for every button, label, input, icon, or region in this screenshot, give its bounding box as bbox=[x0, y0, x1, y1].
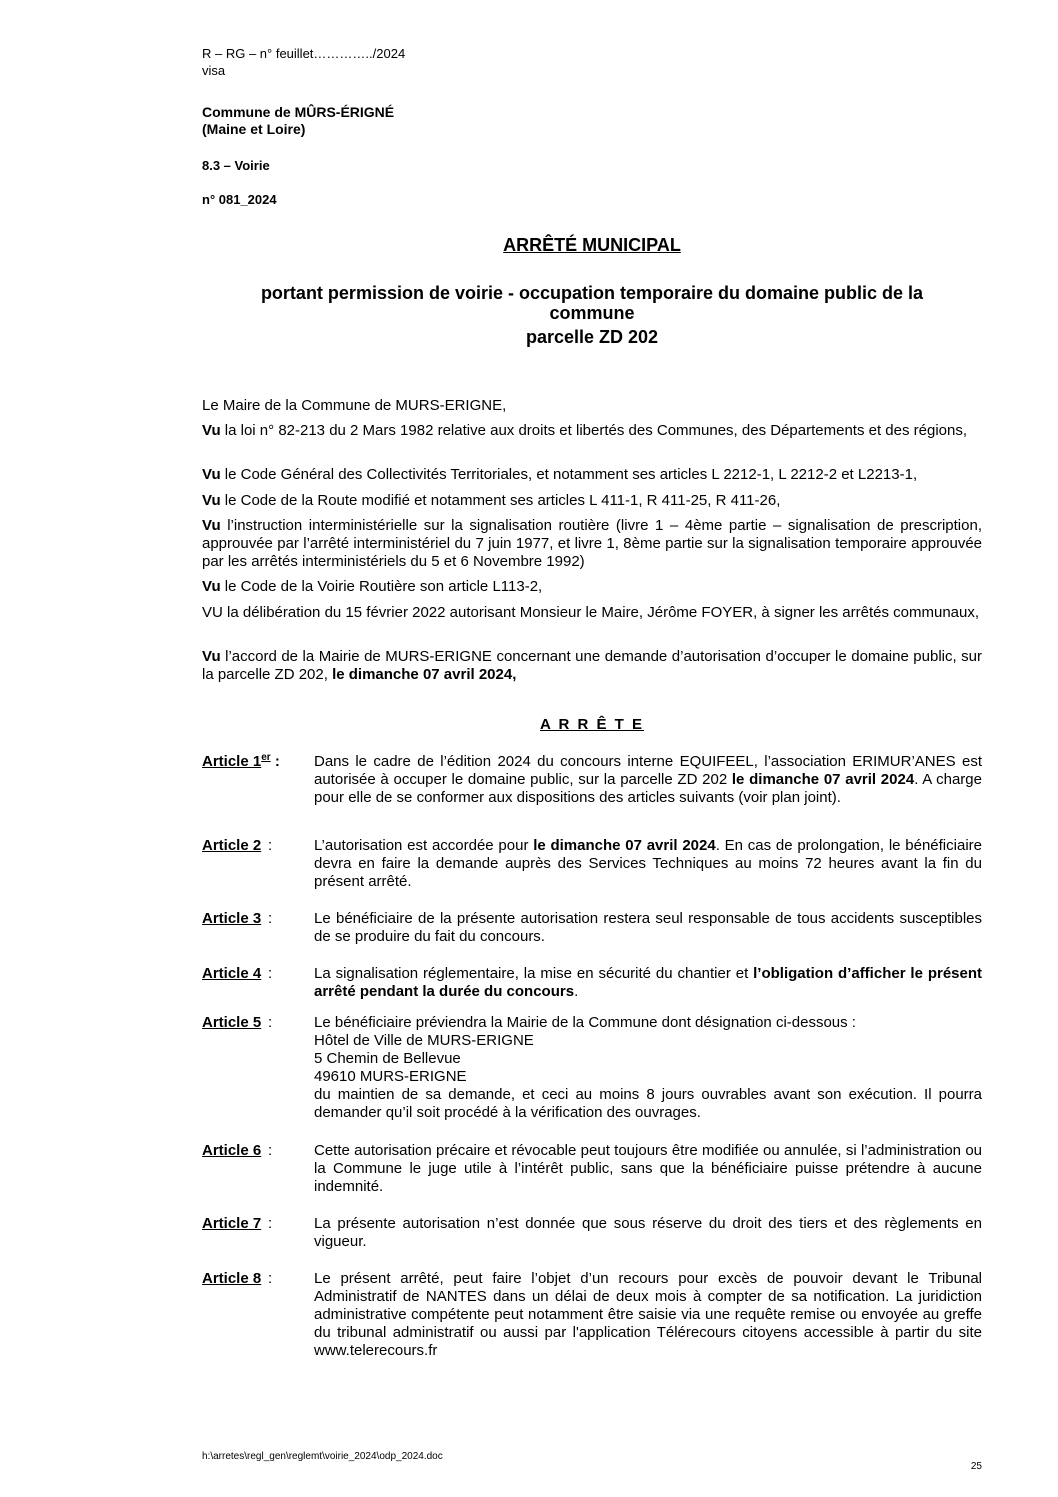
article-5-label: Article 5 bbox=[202, 1014, 262, 1031]
article-7-label: Article 7 bbox=[202, 1215, 262, 1232]
article-5-line-3: 5 Chemin de Bellevue bbox=[314, 1050, 461, 1067]
visa-label: visa bbox=[202, 63, 226, 78]
article-6-label: Article 6 bbox=[202, 1142, 262, 1159]
page-number: 25 bbox=[970, 1461, 982, 1472]
ref-line: R – RG – n° feuillet…………../2024 bbox=[202, 46, 406, 61]
vu-paragraph-5 bbox=[202, 578, 982, 596]
category-label: 8.3 – Voirie bbox=[202, 158, 270, 173]
article-3-colon: : bbox=[268, 910, 273, 927]
departement-name: (Maine et Loire) bbox=[202, 121, 306, 137]
article-3-text: Le bénéficiaire de la présente autorisation restera seul responsable de tous accidents susceptibles de se produire du fait du concours. bbox=[314, 910, 982, 945]
article-4-text: La signalisation réglementaire, la mise en sécurité du chantier et l’obligation d’afficher le présent arrêté pendant la durée du concours. bbox=[314, 965, 983, 1000]
file-path: h:\arretes\regl_gen\reglemt\voirie_2024\odp_2024.doc bbox=[202, 1451, 443, 1462]
vu-text: le Code de la Route modifié et notamment ses articles L 411-1, R 411-25, R 411-26, bbox=[220, 492, 781, 509]
article-2-label: Article 2 bbox=[202, 837, 262, 854]
vu-paragraph-3 bbox=[202, 492, 982, 510]
article-5-line-4: 49610 MURS-ERIGNE bbox=[314, 1068, 467, 1085]
vu-date: le dimanche 07 avril 2024, bbox=[332, 666, 517, 683]
vu-word: Vu bbox=[202, 648, 221, 665]
vu-text: la loi n° 82-213 du 2 Mars 1982 relative aux droits et libertés des Communes, des Départements et des régions, bbox=[220, 422, 968, 439]
article-1-text: Dans le cadre de l’édition 2024 du concours interne EQUIFEEL, l’association ERIMUR’ANES est autorisée à occuper le domaine public, sur la parcelle ZD 202 le dimanche 07 avril 2024. A charge pour elle de se conformer aux dispositions des articles suivants (voir plan joint). bbox=[314, 753, 982, 806]
article-3-label: Article 3 bbox=[202, 910, 262, 927]
article-5-line-5: du maintien de sa demande, et ceci au moins 8 jours ouvrables avant son exécution. Il pourra demander qu’il soit procédé à la vérification des ouvrages. bbox=[314, 1086, 982, 1121]
vu-paragraph-1 bbox=[202, 422, 982, 440]
subtitle-line-3: parcelle ZD 202 bbox=[525, 327, 659, 347]
page-title: ARRÊTÉ MUNICIPAL bbox=[503, 235, 681, 255]
article-6-text: Cette autorisation précaire et révocable peut toujours être modifiée ou annulée, si l’administration ou la Commune le juge utile à l’intérêt public, sans que la bénéficiaire puisse prétendre à aucune indemnité. bbox=[314, 1142, 982, 1195]
article-8-text: Le présent arrêté, peut faire l’objet d’un recours pour excès de pouvoir devant le Tribunal Administratif de NANTES dans un délai de deux mois à compter de sa notification. La juridiction administrative compétente peut notamment être saisie via une requête remise ou envoyée au greffe du tribunal administratif ou aussi par l'application Télérecours citoyens accessible à partir du site www.telerecours.fr bbox=[314, 1270, 982, 1359]
article-7-text: La présente autorisation n’est donnée que sous réserve du droit des tiers et des règlements en vigueur. bbox=[314, 1215, 982, 1250]
vu-word: Vu bbox=[202, 492, 221, 509]
article-5-line-1: Le bénéficiaire préviendra la Mairie de la Commune dont désignation ci-dessous : bbox=[314, 1014, 856, 1031]
article-5-line-2: Hôtel de Ville de MURS-ERIGNE bbox=[314, 1032, 534, 1049]
subtitle-line-2: commune bbox=[549, 303, 635, 323]
article-8-label: Article 8 bbox=[202, 1270, 262, 1287]
article-5-text bbox=[314, 1014, 982, 1122]
article-8-colon: : bbox=[268, 1270, 273, 1287]
article-2-colon: : bbox=[268, 837, 273, 854]
subtitle-line-1: portant permission de voirie - occupation temporaire du domaine public de la bbox=[260, 283, 924, 303]
vu-paragraph-2 bbox=[202, 466, 982, 484]
vu-paragraph-6: VU la délibération du 15 février 2022 autorisant Monsieur le Maire, Jérôme FOYER, à signer les arrêtés communaux, bbox=[202, 604, 980, 621]
article-2-text: L’autorisation est accordée pour le dimanche 07 avril 2024. En cas de prolongation, le bénéficiaire devra en faire la demande auprès des Services Techniques au moins 72 heures avant la fin du présent arrêté. bbox=[314, 837, 982, 890]
vu-word: Vu bbox=[202, 578, 221, 595]
vu-text: le Code de la Voirie Routière son article L113-2, bbox=[220, 578, 543, 595]
vu-text: le Code Général des Collectivités Territoriales, et notamment ses articles L 2212-1, L 2212-2 et L2213-1, bbox=[220, 466, 918, 483]
arrete-heading: A R R Ê T E bbox=[540, 716, 644, 733]
vu-paragraph-4 bbox=[202, 517, 982, 571]
vu-paragraph-7 bbox=[202, 648, 982, 684]
article-4-label: Article 4 bbox=[202, 965, 262, 982]
article-7-colon: : bbox=[268, 1215, 273, 1232]
article-6-colon: : bbox=[268, 1142, 273, 1159]
vu-word: Vu bbox=[202, 466, 221, 483]
article-1-label: Article 1er : bbox=[202, 752, 280, 770]
arrete-number: n° 081_2024 bbox=[202, 192, 277, 207]
vu-text: l’instruction interministérielle sur la signalisation routière (livre 1 – 4ème partie – signalisation de prescription, approuvée par l’arrêté interministériel du 7 juin 1977, et livre 1, 8ème partie sur la signalisation temporaire approuvée par les arrêtés interministériels du 5 et 6 Novembre 1992) bbox=[202, 517, 982, 570]
preamble-intro: Le Maire de la Commune de MURS-ERIGNE, bbox=[202, 397, 507, 414]
article-4-colon: : bbox=[268, 965, 273, 982]
commune-name: Commune de MÛRS-ÉRIGNÉ bbox=[202, 104, 395, 120]
vu-word: Vu bbox=[202, 422, 221, 439]
vu-word: Vu bbox=[202, 517, 221, 534]
article-5-colon: : bbox=[268, 1014, 273, 1031]
vu-text: l’accord de la Mairie de MURS-ERIGNE concernant une demande d’autorisation d’occuper le domaine public, sur la parcelle ZD 202, bbox=[202, 648, 982, 683]
